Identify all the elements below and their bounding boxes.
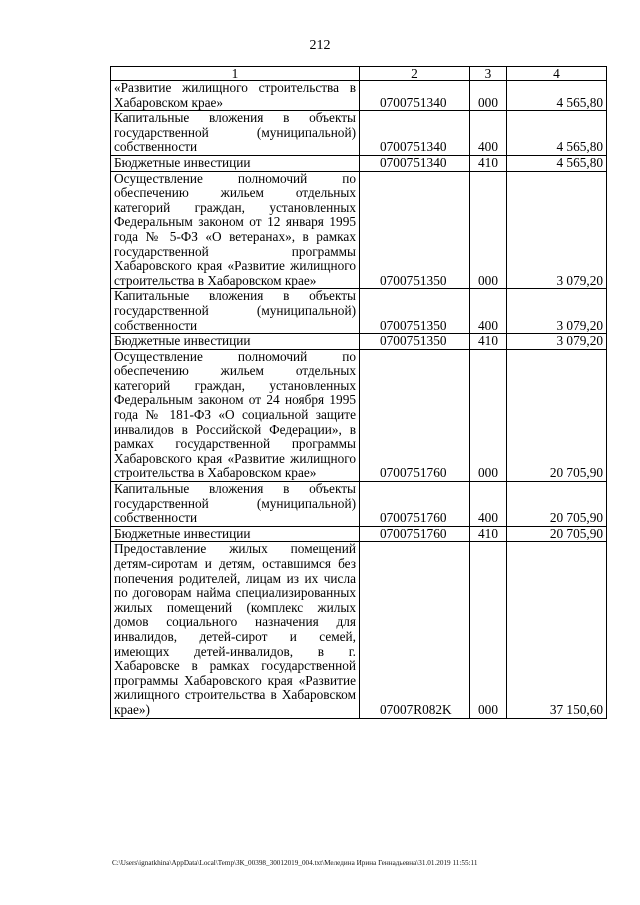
cell-name: Бюджетные инвестиции [111, 155, 360, 171]
table-row [111, 171, 607, 289]
table-row [111, 526, 607, 542]
cell-name: Бюджетные инвестиции [111, 334, 360, 350]
cell-amount: 3 079,20 [507, 334, 607, 350]
cell-amount: 20 705,90 [507, 349, 607, 481]
cell-expense-type: 000 [470, 81, 507, 111]
cell-amount: 20 705,90 [507, 482, 607, 527]
cell-code: 0700751760 [360, 526, 470, 542]
cell-expense-type: 400 [470, 111, 507, 156]
cell-expense-type: 400 [470, 289, 507, 334]
table-row [111, 542, 607, 718]
cell-amount: 4 565,80 [507, 81, 607, 111]
cell-code: 0700751350 [360, 334, 470, 350]
cell-expense-type: 400 [470, 482, 507, 527]
cell-code: 0700751350 [360, 289, 470, 334]
cell-name: Бюджетные инвестиции [111, 526, 360, 542]
cell-code: 0700751340 [360, 155, 470, 171]
cell-expense-type: 000 [470, 542, 507, 718]
cell-code: 0700751760 [360, 349, 470, 481]
table-row [111, 155, 607, 171]
cell-name: Капитальные вложения в объекты государственной (муниципальной) собственности [111, 289, 360, 334]
budget-table [110, 66, 607, 719]
cell-amount: 37 150,60 [507, 542, 607, 718]
column-header: 3 [470, 67, 507, 81]
cell-code: 0700751340 [360, 81, 470, 111]
column-header: 1 [111, 67, 360, 81]
cell-amount: 20 705,90 [507, 526, 607, 542]
table-header-row [111, 67, 607, 81]
page-number: 212 [309, 38, 331, 53]
table-row [111, 81, 607, 111]
file-path-footer: C:\Users\ignatkhina\AppData\Local\Temp\ЗК_00398_30012019_004.txt\Меледина Ирина Геннадьевна\31.01.2019 11:55:11 [112, 859, 478, 867]
cell-name: Предоставление жилых помещений детям-сиротам и детям, оставшимся без попечения родителей, лицам из их числа по договорам найма специализированных жилых помещений (комплекс жилых домов социального назначения для инвалидов, детей-сирот и семей, имеющих детей-инвалидов, в г. Хабаровске в рамках государственной программы Хабаровского края «Развитие жилищного строительства в Хабаровском крае») [111, 542, 360, 718]
cell-amount: 3 079,20 [507, 171, 607, 289]
cell-expense-type: 410 [470, 526, 507, 542]
cell-name: Осуществление полномочий по обеспечению жильем отдельных категорий граждан, установленных Федеральным законом от 24 ноября 1995 года № 181-ФЗ «О социальной защите инвалидов в Российской Федерации», в рамках государственной программы Хабаровского края «Развитие жилищного строительства в Хабаровском крае» [111, 349, 360, 481]
table-row [111, 334, 607, 350]
cell-name: Капитальные вложения в объекты государственной (муниципальной) собственности [111, 111, 360, 156]
cell-amount: 4 565,80 [507, 155, 607, 171]
table-row [111, 289, 607, 334]
cell-name: Осуществление полномочий по обеспечению жильем отдельных категорий граждан, установленных Федеральным законом от 12 января 1995 года № 5-ФЗ «О ветеранах», в рамках государственной программы Хабаровского края «Развитие жилищного строительства в Хабаровском крае» [111, 171, 360, 289]
table-row [111, 482, 607, 527]
cell-code: 0700751350 [360, 171, 470, 289]
cell-name: Капитальные вложения в объекты государственной (муниципальной) собственности [111, 482, 360, 527]
column-header: 2 [360, 67, 470, 81]
column-header: 4 [507, 67, 607, 81]
table-row [111, 349, 607, 481]
cell-code: 0700751760 [360, 482, 470, 527]
cell-name: «Развитие жилищного строительства в Хабаровском крае» [111, 81, 360, 111]
cell-expense-type: 410 [470, 155, 507, 171]
cell-expense-type: 000 [470, 171, 507, 289]
cell-amount: 4 565,80 [507, 111, 607, 156]
cell-code: 0700751340 [360, 111, 470, 156]
cell-expense-type: 000 [470, 349, 507, 481]
cell-code: 07007R082K [360, 542, 470, 718]
table-row [111, 111, 607, 156]
cell-expense-type: 410 [470, 334, 507, 350]
cell-amount: 3 079,20 [507, 289, 607, 334]
